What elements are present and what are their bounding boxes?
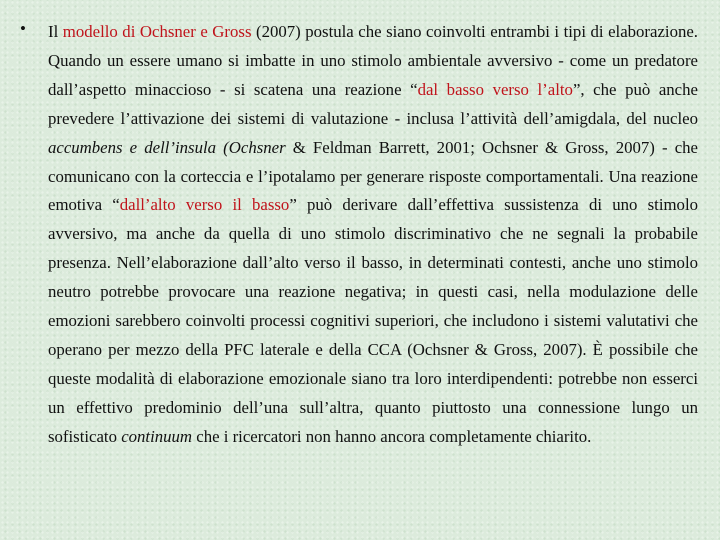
- text-segment: Il: [48, 22, 63, 41]
- text-segment: ”, che può anche prevedere l’attivazione dei sistemi di valutazione - inclusa l’attività dell’amigdala, del nucleo: [48, 79, 698, 128]
- highlight-bottom-up: dal basso verso l’alto: [417, 79, 573, 99]
- bullet-marker: •: [20, 19, 26, 38]
- body-paragraph: [48, 18, 698, 452]
- italic-segment: accumbens e dell’insula (Ochsner: [48, 137, 286, 157]
- text-segment: che i ricercatori non hanno ancora completamente chiarito.: [192, 426, 592, 446]
- italic-continuum: continuum: [121, 426, 193, 446]
- text-segment: & Feldman Barrett, 2001; Ochsner & Gross, 2007) - che comunicano con la corteccia e l’ipotalamo per generare risposte comportamentali. Una reazione emotiva “: [48, 137, 698, 215]
- text-segment: ” può derivare dall’effettiva sussistenza di uno stimolo avversivo, ma anche da quella di uno stimolo discriminativo che ne segnali la probabile presenza. Nell’elaborazione dall’alto verso il basso, in determinati contesti, anche uno stimolo neutro potrebbe provocare una reazione negativa; in questi casi, nella modulazione delle emozioni sarebbero coinvolti processi cognitivi superiori, che includono i sistemi valutativi che operano per mezzo della PFC laterale e della CCA (Ochsner & Gross, 2007). È possibile che queste modalità di elaborazione emozionale siano tra loro interdipendenti: potrebbe non esserci un effettivo predominio dell’una sull’altra, quanto piuttosto una connessione lungo un sofisticato: [48, 195, 699, 446]
- text-segment: (2007) postula che siano coinvolti entrambi i tipi di elaborazione. Quando un essere umano si imbatte in uno stimolo ambientale avversivo - come un predatore dall’aspetto minaccioso - si scatena una reazione “: [48, 22, 699, 99]
- highlight-model-name: modello di Ochsner e Gross: [62, 22, 252, 41]
- highlight-top-down: dall’alto verso il basso: [119, 195, 290, 215]
